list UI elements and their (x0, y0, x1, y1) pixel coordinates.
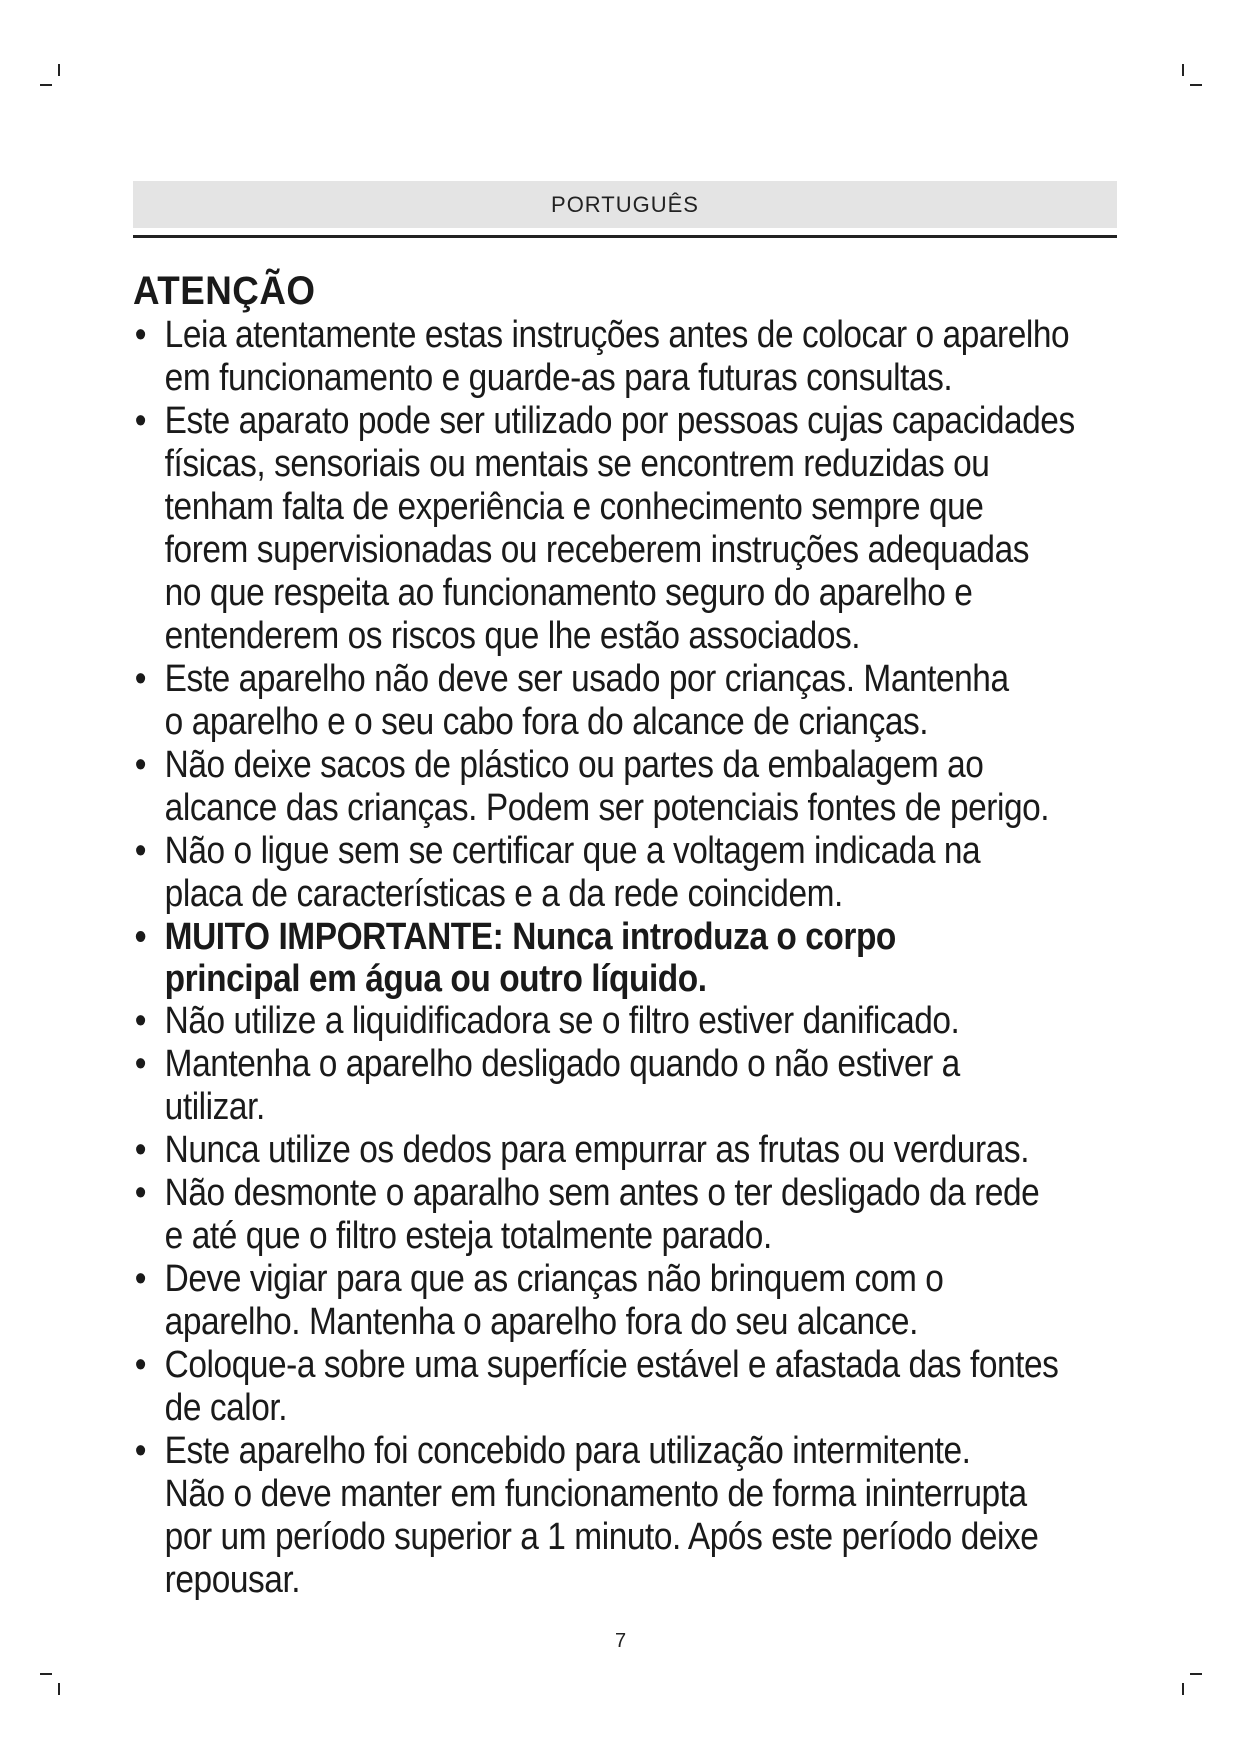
warning-item-continuation (133, 1559, 1159, 1602)
crop-mark-top-right-h (1190, 84, 1202, 86)
language-header: PORTUGUÊS (133, 181, 1117, 228)
crop-mark-top-left-v (58, 64, 60, 76)
crop-mark-bottom-right-h (1190, 1673, 1202, 1675)
warning-text: Mantenha o aparelho desligado quando o não estiver a (164, 1043, 960, 1085)
warning-item-continuation (133, 615, 1159, 658)
warning-item-continuation (133, 1516, 1159, 1559)
warning-text: em funcionamento e guarde-as para futuras consultas. (164, 357, 953, 399)
warning-text: Coloque-a sobre uma superfície estável e afastada das fontes (164, 1344, 1059, 1386)
warning-text: aparelho. Mantenha o aparelho fora do seu alcance. (164, 1301, 918, 1343)
warning-item-continuation (133, 529, 1159, 572)
warning-list (133, 314, 1133, 1602)
page-number: 7 (614, 1630, 627, 1652)
warning-item-continuation (133, 1387, 1159, 1430)
bullet-icon: • (134, 1258, 147, 1300)
bullet-icon: • (134, 916, 147, 958)
warning-text: por um período superior a 1 minuto. Após este período deixe (164, 1516, 1039, 1558)
warning-item (133, 314, 1159, 357)
warning-text: tenham falta de experiência e conhecimento sempre que (164, 486, 984, 528)
warning-text: entenderem os riscos que lhe estão associados. (164, 615, 861, 657)
header-divider (133, 235, 1117, 238)
warning-item-continuation (133, 958, 1159, 1000)
section-title: ATENÇÃO (133, 269, 316, 313)
warning-item-continuation (133, 873, 1159, 916)
warning-text: o aparelho e o seu cabo fora do alcance de crianças. (164, 701, 929, 743)
warning-item (133, 1258, 1159, 1301)
warning-text: de calor. (164, 1387, 288, 1429)
bullet-icon: • (134, 658, 147, 700)
warning-item-continuation (133, 486, 1159, 529)
warning-item (133, 1172, 1159, 1215)
warning-item (133, 916, 1159, 958)
warning-text: principal em água ou outro líquido. (164, 958, 707, 1000)
crop-mark-bottom-right-v (1182, 1683, 1184, 1695)
warning-text: alcance das crianças. Podem ser potenciais fontes de perigo. (164, 787, 1050, 829)
crop-mark-top-left-h (40, 84, 52, 86)
crop-mark-bottom-left-v (58, 1683, 60, 1695)
bullet-icon: • (134, 1129, 147, 1171)
warning-text: repousar. (164, 1559, 301, 1601)
warning-text: Nunca utilize os dedos para empurrar as frutas ou verduras. (164, 1129, 1030, 1171)
bullet-icon: • (134, 830, 147, 872)
warning-item-continuation (133, 701, 1159, 744)
warning-item-continuation (133, 1473, 1159, 1516)
warning-text: forem supervisionadas ou receberem instruções adequadas (164, 529, 1030, 571)
bullet-icon: • (134, 1043, 147, 1085)
warning-text: MUITO IMPORTANTE: Nunca introduza o corpo (164, 916, 896, 958)
warning-item (133, 1043, 1159, 1086)
warning-text: físicas, sensoriais ou mentais se encontrem reduzidas ou (164, 443, 990, 485)
warning-text: placa de características e a da rede coincidem. (164, 873, 843, 915)
warning-item (133, 830, 1159, 873)
warning-item (133, 1344, 1159, 1387)
warning-text: no que respeita ao funcionamento seguro do aparelho e (164, 572, 973, 614)
warning-item (133, 744, 1159, 787)
warning-item (133, 400, 1159, 443)
crop-mark-top-right-v (1182, 64, 1184, 76)
warning-item (133, 1000, 1159, 1043)
bullet-icon: • (134, 1344, 147, 1386)
warning-text: Não utilize a liquidificadora se o filtro estiver danificado. (164, 1000, 960, 1042)
bullet-icon: • (134, 744, 147, 786)
bullet-icon: • (134, 1000, 147, 1042)
bullet-icon: • (134, 1430, 147, 1472)
warning-text: Não desmonte o aparalho sem antes o ter desligado da rede (164, 1172, 1040, 1214)
warning-item-continuation (133, 787, 1159, 830)
bullet-icon: • (134, 400, 147, 442)
crop-mark-bottom-left-h (40, 1673, 52, 1675)
bullet-icon: • (134, 314, 147, 356)
warning-item-continuation (133, 1301, 1159, 1344)
warnings-section (133, 268, 1133, 1602)
warning-item (133, 1129, 1159, 1172)
warning-text: utilizar. (164, 1086, 265, 1128)
warning-text: Não o deve manter em funcionamento de forma ininterrupta (164, 1473, 1027, 1515)
bullet-icon: • (134, 1172, 147, 1214)
warning-text: Leia atentamente estas instruções antes de colocar o aparelho (164, 314, 1070, 356)
warning-text: Não o ligue sem se certificar que a voltagem indicada na (164, 830, 981, 872)
warning-item-continuation (133, 357, 1159, 400)
warning-item (133, 658, 1159, 701)
warning-text: Não deixe sacos de plástico ou partes da embalagem ao (164, 744, 984, 786)
warning-text: Deve vigiar para que as crianças não brinquem com o (164, 1258, 944, 1300)
warning-item-continuation (133, 572, 1159, 615)
warning-text: Este aparelho foi concebido para utilização intermitente. (164, 1430, 971, 1472)
warning-item (133, 1430, 1159, 1473)
warning-text: Este aparato pode ser utilizado por pessoas cujas capacidades (164, 400, 1075, 442)
warning-text: Este aparelho não deve ser usado por crianças. Mantenha (164, 658, 1009, 700)
warning-text: e até que o filtro esteja totalmente parado. (164, 1215, 772, 1257)
warning-item-continuation (133, 1215, 1159, 1258)
warning-item-continuation (133, 1086, 1159, 1129)
warning-item-continuation (133, 443, 1159, 486)
